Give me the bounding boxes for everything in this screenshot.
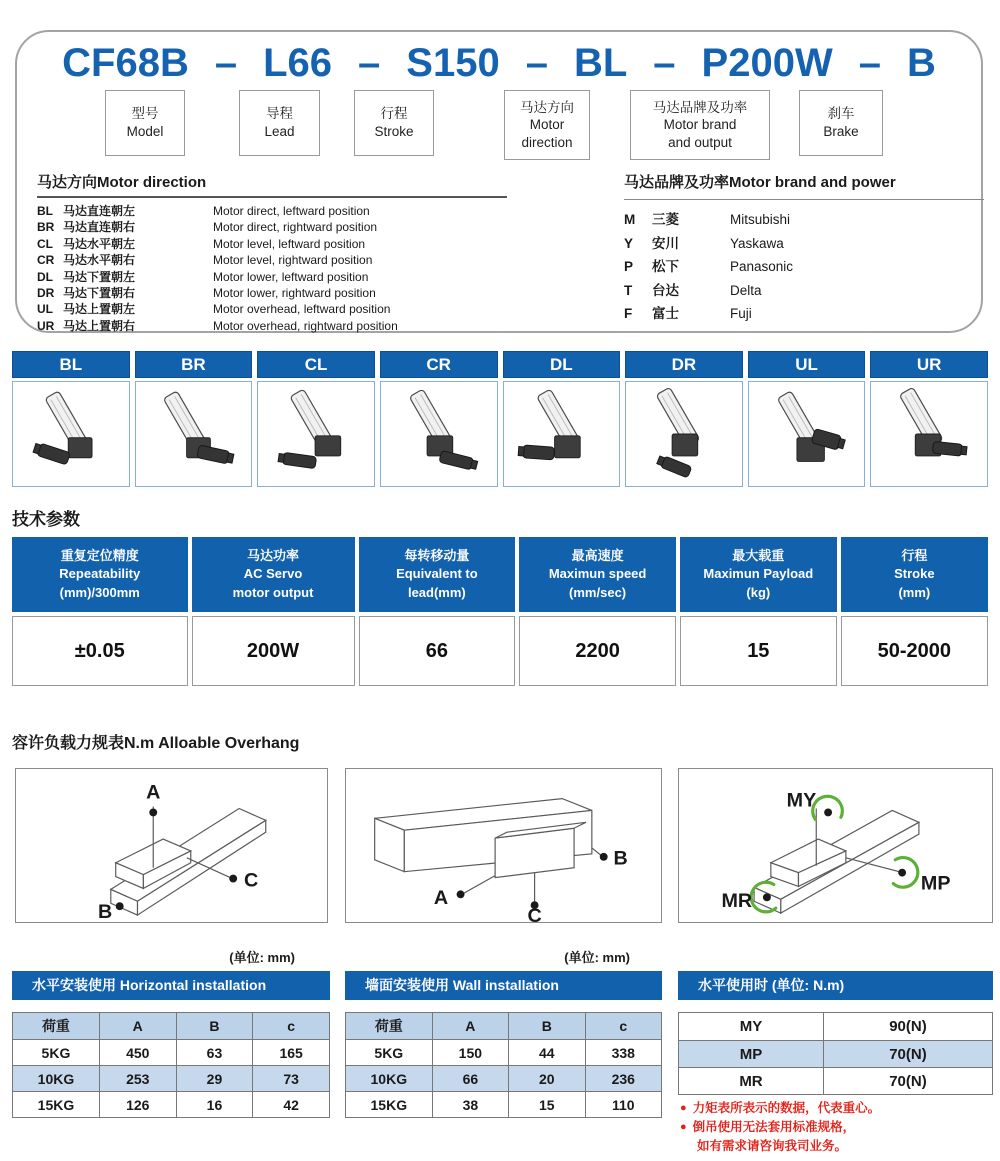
tech-value-max-speed: 2200 <box>519 616 676 686</box>
orientation-header-br: BR <box>135 351 253 378</box>
orientation-image-frame <box>257 381 375 487</box>
brand-cn: 松下 <box>652 259 679 274</box>
direction-code: UR <box>37 318 55 333</box>
notes-block <box>680 1100 992 1154</box>
table-header-row <box>13 1013 329 1039</box>
tech-header-max-payload: 最大载重 Maximun Payload (kg) <box>680 537 837 612</box>
motor-brand-list <box>624 171 984 326</box>
brand-row <box>624 208 984 232</box>
moment-table <box>678 1012 993 1095</box>
model-dash: – <box>653 40 676 85</box>
model-segment-brake: B <box>906 40 936 85</box>
bullet-icon: ● <box>680 1121 687 1133</box>
col-header-a: A <box>432 1013 508 1039</box>
table-row <box>679 1067 992 1094</box>
cell: 29 <box>176 1065 253 1091</box>
orientation-image-frame <box>870 381 988 487</box>
model-code-panel <box>15 30 983 333</box>
cell-mp: MP <box>679 1040 823 1067</box>
note-text: 力矩表所表示的数据，代表重心。 <box>692 1101 881 1115</box>
note-line <box>680 1119 992 1135</box>
direction-en: Motor lower, leftward position <box>213 269 369 284</box>
label-en: Motor <box>529 117 565 133</box>
cell: 10KG <box>346 1065 432 1091</box>
tech-params-value-row <box>12 616 988 686</box>
motor-direction-heading: 马达方向Motor direction <box>37 171 507 198</box>
overhang-label-mp: MP <box>920 872 951 895</box>
cell-my: MY <box>739 1018 763 1035</box>
direction-code: BL <box>37 204 53 218</box>
table-row <box>679 1013 992 1040</box>
model-label-box-stroke <box>354 90 434 156</box>
col-header-b: B <box>176 1013 253 1039</box>
direction-row <box>37 269 507 285</box>
orientation-image-frame <box>625 381 743 487</box>
cell: 63 <box>176 1039 253 1065</box>
tech-value-lead: 66 <box>359 616 516 686</box>
direction-code: UL <box>37 302 53 317</box>
model-dash: – <box>214 40 238 85</box>
table-row <box>13 1091 329 1117</box>
tech-header-max-speed: 最高速度 Maximun speed (mm/sec) <box>519 537 676 612</box>
orientation-header-ur: UR <box>870 351 988 378</box>
model-dash: – <box>858 40 881 85</box>
model-label-box-model <box>105 90 185 156</box>
actuator-image-br <box>139 386 247 482</box>
label-en: Lead <box>264 124 295 139</box>
direction-row <box>37 252 507 268</box>
overhang-diagram-horizontal <box>15 768 328 923</box>
overhang-title: 容许负载力规表N.m Alloable Overhang <box>12 735 300 752</box>
cell: 5KG <box>13 1039 99 1065</box>
overhang-wall-drawing <box>346 769 661 922</box>
cell: 73 <box>252 1065 329 1091</box>
direction-code: DR <box>37 286 55 301</box>
direction-code: CL <box>37 236 53 251</box>
direction-cn: 马达上置朝左 <box>63 302 136 317</box>
overhang-label-c: C <box>244 869 259 892</box>
overhang-moment-drawing <box>679 769 992 922</box>
cell: 15 <box>508 1091 584 1117</box>
brand-cn: 安川 <box>652 235 679 251</box>
note-text: 倒吊使用无法套用标准规格， <box>692 1120 856 1134</box>
model-segment-brand-power: P200W <box>701 40 833 85</box>
model-segment-lead: L66 <box>263 40 333 85</box>
direction-en: Motor level, rightward position <box>213 253 373 268</box>
orientation-image-frame <box>380 381 498 487</box>
tech-value-motor-output: 200W <box>192 616 355 686</box>
cell-mr: MR <box>679 1067 823 1094</box>
orientation-header-ul: UL <box>748 351 866 378</box>
cell: 15KG <box>13 1091 99 1117</box>
orientation-image-frame <box>748 381 866 487</box>
direction-row <box>37 318 507 334</box>
direction-cn: 马达下置朝右 <box>63 286 136 301</box>
orientation-header-dl: DL <box>503 351 621 378</box>
direction-en: Motor direct, rightward position <box>213 220 378 235</box>
label-cn: 导程 <box>266 106 293 122</box>
cell: 16 <box>176 1091 253 1117</box>
overhang-label-b: B <box>97 901 113 922</box>
label-cn: 马达方向 <box>520 99 574 115</box>
direction-cn: 马达上置朝右 <box>63 318 136 333</box>
direction-cn: 马达水平朝右 <box>63 253 136 268</box>
orientation-header-cr: CR <box>380 351 498 378</box>
orientation-col-cr <box>380 351 498 487</box>
cell: 42 <box>252 1091 329 1117</box>
model-dash: – <box>525 40 548 85</box>
orientation-image-frame <box>12 381 130 487</box>
orientation-col-cl <box>257 351 375 487</box>
model-label-box-lead <box>239 90 320 156</box>
cell: 15KG <box>346 1091 432 1117</box>
label-cn: 型号 <box>131 106 159 122</box>
cell: 20 <box>508 1065 584 1091</box>
cell: 44 <box>508 1039 584 1065</box>
orientation-col-br <box>135 351 253 487</box>
label-en: Brake <box>823 124 859 139</box>
cell-mr-value: 70(N) <box>823 1067 992 1094</box>
label-en: Model <box>126 124 164 139</box>
brand-en: Panasonic <box>730 259 794 274</box>
model-segment-model: CF68B <box>62 40 189 85</box>
horizontal-table <box>12 1012 330 1118</box>
direction-en: Motor direct, leftward position <box>213 204 370 218</box>
actuator-image-bl <box>17 386 125 482</box>
moment-table-title: 水平使用时 (单位: N.m) <box>678 971 993 1000</box>
direction-en: Motor overhead, leftward position <box>213 302 391 317</box>
direction-en: Motor lower, rightward position <box>213 286 376 301</box>
wall-table-title: 墙面安装使用 Wall installation <box>345 971 662 1000</box>
model-segment-direction: BL <box>573 40 628 85</box>
direction-en: Motor overhead, rightward position <box>213 318 398 333</box>
model-code <box>17 42 981 84</box>
brand-cn: 台达 <box>652 282 679 298</box>
overhang-label-a: A <box>433 887 449 910</box>
note-text-continued: 如有需求请咨询我司业务。 <box>697 1139 848 1153</box>
orientation-image-frame <box>135 381 253 487</box>
cell-mp-value: 70(N) <box>823 1040 992 1067</box>
brand-en: Delta <box>730 282 762 298</box>
brand-code: F <box>624 306 633 321</box>
overhang-label-a: A <box>146 781 161 804</box>
orientation-header-cl: CL <box>257 351 375 378</box>
cell: 450 <box>99 1039 176 1065</box>
table-row <box>346 1065 661 1091</box>
table-row <box>346 1091 661 1117</box>
direction-row <box>37 285 507 301</box>
label-en: and output <box>668 134 732 150</box>
cell: 236 <box>585 1065 661 1091</box>
cell: 110 <box>585 1091 661 1117</box>
orientation-header-bl: BL <box>12 351 130 378</box>
model-segment-stroke: S150 <box>406 40 500 85</box>
orientation-col-ul <box>748 351 866 487</box>
col-header-b: B <box>508 1013 584 1039</box>
direction-row <box>37 301 507 317</box>
brand-en: Fuji <box>730 306 752 321</box>
orientation-image-frame <box>503 381 621 487</box>
model-label-box-brake <box>799 90 883 156</box>
actuator-image-ul <box>753 386 861 482</box>
brand-row <box>624 302 984 326</box>
direction-en: Motor level, leftward position <box>213 236 366 251</box>
model-label-box-motor-brand <box>630 90 770 160</box>
cell-my-value: 90(N) <box>823 1013 992 1040</box>
overhang-label-mr: MR <box>721 890 753 913</box>
table-row <box>679 1040 992 1067</box>
actuator-image-ur <box>875 386 983 482</box>
cell: 66 <box>432 1065 508 1091</box>
cell: 5KG <box>346 1039 432 1065</box>
direction-code: DL <box>37 269 53 284</box>
tech-value-max-payload: 15 <box>680 616 837 686</box>
direction-cn: 马达水平朝左 <box>63 236 136 251</box>
direction-row <box>37 203 507 219</box>
tech-value-stroke: 50-2000 <box>841 616 988 686</box>
label-cn: 马达品牌及功率 <box>652 99 748 115</box>
model-dash: – <box>358 40 381 85</box>
label-cn: 刹车 <box>827 106 855 122</box>
direction-cn: 马达直连朝左 <box>63 204 136 218</box>
brand-code: P <box>624 259 634 274</box>
actuator-image-dl <box>507 386 615 482</box>
table-row <box>13 1065 329 1091</box>
actuator-image-cr <box>385 386 493 482</box>
table-row <box>346 1039 661 1065</box>
orientation-col-dr <box>625 351 743 487</box>
direction-row <box>37 236 507 252</box>
cell: 126 <box>99 1091 176 1117</box>
brand-row <box>624 279 984 303</box>
brand-cn: 三菱 <box>652 212 679 227</box>
note-line <box>680 1100 992 1116</box>
tech-params-header-row <box>12 537 988 612</box>
overhang-label-my: MY <box>786 789 817 812</box>
brand-cn: 富士 <box>652 306 679 321</box>
table-row <box>13 1039 329 1065</box>
col-header-a: A <box>99 1013 176 1039</box>
wall-table <box>345 1012 662 1118</box>
cell: 338 <box>585 1039 661 1065</box>
cell: 253 <box>99 1065 176 1091</box>
label-cn: 行程 <box>380 106 408 122</box>
brand-en: Yaskawa <box>730 235 784 251</box>
brand-en: Mitsubishi <box>730 212 791 227</box>
orientation-image-grid <box>12 351 988 487</box>
cell: 10KG <box>13 1065 99 1091</box>
table-header-row <box>346 1013 661 1039</box>
brand-row <box>624 232 984 256</box>
tech-value-repeatability: ±0.05 <box>12 616 188 686</box>
label-en: direction <box>521 134 573 150</box>
overhang-diagram-moment <box>678 768 993 923</box>
direction-row <box>37 219 507 235</box>
actuator-image-dr <box>630 386 738 482</box>
direction-cn: 马达直连朝右 <box>63 220 136 235</box>
col-header-load: 荷重 <box>13 1013 99 1039</box>
cell: 165 <box>252 1039 329 1065</box>
horizontal-table-title: 水平安装使用 Horizontal installation <box>12 971 330 1000</box>
overhang-label-c: C <box>527 905 542 922</box>
bullet-icon: ● <box>680 1102 687 1114</box>
brand-code: Y <box>624 235 634 251</box>
direction-code: BR <box>37 220 55 235</box>
direction-code: CR <box>37 253 55 268</box>
overhang-diagram-wall <box>345 768 662 923</box>
col-header-c: c <box>252 1013 329 1039</box>
model-label-box-motor-direction <box>504 90 590 160</box>
label-en: Motor brand <box>663 117 737 133</box>
overhang-horizontal-drawing <box>16 769 327 922</box>
cell: 38 <box>432 1091 508 1117</box>
tech-header-motor-output: 马达功率 AC Servo motor output <box>192 537 355 612</box>
unit-label-horizontal: (单位: mm) <box>229 950 295 965</box>
tech-header-stroke: 行程 Stroke (mm) <box>841 537 988 612</box>
tech-header-repeatability: 重复定位精度 Repeatability (mm)/300mm <box>12 537 188 612</box>
motor-brand-heading: 马达品牌及功率Motor brand and power <box>624 171 984 200</box>
orientation-col-bl <box>12 351 130 487</box>
brand-code: M <box>624 212 636 227</box>
orientation-col-dl <box>503 351 621 487</box>
col-header-c: c <box>585 1013 661 1039</box>
unit-label-wall: (单位: mm) <box>564 950 630 965</box>
col-header-load: 荷重 <box>346 1013 432 1039</box>
label-en: Stroke <box>374 124 414 139</box>
actuator-image-cl <box>262 386 370 482</box>
orientation-col-ur <box>870 351 988 487</box>
brand-code: T <box>624 282 633 298</box>
tech-params-title: 技术参数 <box>12 510 80 529</box>
overhang-label-b: B <box>613 847 628 870</box>
orientation-header-dr: DR <box>625 351 743 378</box>
direction-cn: 马达下置朝左 <box>63 269 136 284</box>
tech-header-lead: 每转移动量 Equivalent to lead(mm) <box>359 537 516 612</box>
motor-direction-list <box>37 171 507 334</box>
brand-row <box>624 255 984 279</box>
cell: 150 <box>432 1039 508 1065</box>
